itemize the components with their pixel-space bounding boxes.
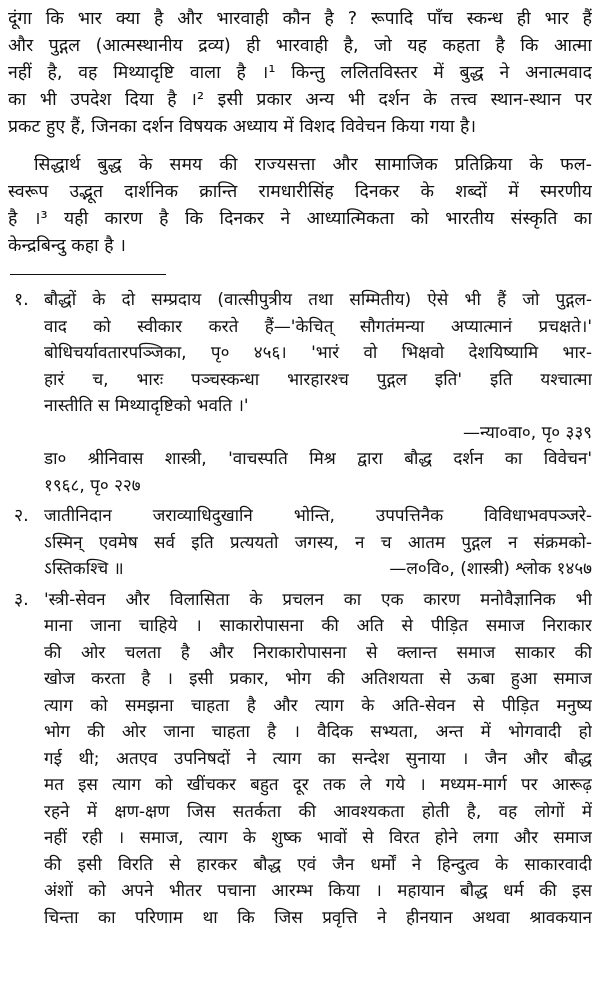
- footnote-number: १.: [14, 290, 29, 310]
- footnote-line: वाद को स्वीकार करते हैं—'केचित् सौगतंमन्या अप्यात्मानं प्रचक्षते।': [44, 316, 592, 337]
- footnote-1: [8, 287, 592, 499]
- footnote-line: रहने में क्षण-क्षण जिस सतर्कता की आवश्यकता होती है, वह लोगों में: [44, 801, 592, 822]
- footnote-line: खोज करता है । इसी प्रकार, भोग की अतिशयता से ऊबा हुआ समाज: [44, 669, 592, 689]
- footnote-number: ३.: [14, 589, 29, 610]
- footnote-line: हारं च, भारः पञ्चस्कन्धा भारहारश्च पुद्गल इति' इति यश्चात्मा: [44, 369, 592, 390]
- footnote-line: नहीं रही । समाज, त्याग के शुष्क भावों से विरत होने लगा और समाज: [44, 828, 592, 848]
- footnote-line: 'स्त्री-सेवन और विलासिता के प्रचलन का एक कारण मनोवैज्ञानिक भी: [44, 589, 592, 610]
- footnote-line: ऽस्तिकश्चि ॥: [44, 559, 124, 579]
- footnote-3: [8, 587, 592, 932]
- footnote-divider: [10, 274, 166, 275]
- footnote-line: डा० श्रीनिवास शास्त्री, 'वाचस्पति मिश्र द्वारा बौद्ध दर्शन का विवेचन': [44, 449, 592, 469]
- footnote-citation: —ल०वि०, (शास्त्री) श्लोक १४५७: [389, 559, 592, 579]
- footnote-line: माना जाना चाहिये । साकारोपासना की अति से पीड़ित समाज निराकार: [44, 616, 592, 636]
- footnote-line: मत इस त्याग को खींचकर बहुत दूर तक ले गये । मध्यम-मार्ग पर आरूढ़: [44, 775, 592, 795]
- footnote-line: अंशों को अपने भीतर पचाना आरम्भ किया । महायान बौद्ध धर्म की इस: [44, 881, 592, 901]
- footnote-line: की ओर चलता है और निराकारोपासना से क्लान्त समाज साकार की: [44, 642, 592, 663]
- footnote-number: २.: [14, 506, 29, 526]
- text-line: और पुद्गल (आत्मस्थानीय द्रव्य) ही भारवाही है, जो यह कहता है कि आत्मा: [8, 36, 592, 56]
- paragraph-2: [8, 152, 592, 260]
- footnote-line: चिन्ता का परिणाम था कि जिस प्रवृत्ति ने हीनयान अथवा श्रावकयान: [44, 907, 592, 928]
- footnote-line: बौद्धों के दो सम्प्रदाय (वात्सीपुत्रीय तथा सम्मितीय) ऐसे भी हैं जो पुद्गल-: [44, 290, 592, 310]
- footnote-line: १९६८, पृ० २२७: [44, 475, 141, 496]
- footnote-line: भोग की ओर जाना चाहता है । वैदिक सभ्यता, अन्त में भोगवादी हो: [44, 722, 592, 742]
- text-line: नहीं है, वह मिथ्यादृष्टि वाला है ।¹ किन्तु ललितविस्तर में बुद्ध ने अनात्मवाद: [8, 63, 592, 83]
- footnote-line: गई थी; अतएव उपनिषदों ने त्याग का सन्देश सुनाया । जैन और बौद्ध: [44, 748, 592, 769]
- footnote-line: नास्तीति स मिथ्यादृष्टिको भवति ।': [44, 396, 249, 416]
- footnote-line: ऽस्मिन् एवमेष सर्व इति प्रत्ययतो जगस्य, न च आतम पुद्गल न संक्रमको-: [44, 532, 592, 553]
- text-line: है ।³ यही कारण है कि दिनकर ने आध्यात्मिकता को भारतीय संस्कृति का: [8, 209, 592, 229]
- paragraph-1: [8, 6, 592, 141]
- footnote-citation: —न्या०वा०, पृ० ३३९: [462, 422, 592, 443]
- text-line: का भी उपदेश दिया है ।² इसी प्रकार अन्य भी दर्शन के तत्त्व स्थान-स्थान पर: [8, 90, 592, 110]
- footnote-2: [8, 503, 592, 583]
- footnote-line: की इसी विरति से हारकर बौद्ध एवं जैन धर्मों ने हिन्दुत्व के साकारवादी: [44, 854, 592, 875]
- footnote-line: बोधिचर्यावतारपञ्जिका, पृ० ४५६। 'भारं वो भिक्षवो देशयिष्यामि भार-: [44, 343, 592, 363]
- text-line: केन्द्रबिन्दु कहा है ।: [8, 236, 126, 256]
- text-line: प्रकट हुए हैं, जिनका दर्शन विषयक अध्याय में विशद विवेचन किया गया है।: [8, 117, 477, 137]
- text-line: सिद्धार्थ बुद्ध के समय की राज्यसत्ता और सामाजिक प्रतिक्रिया के फल-: [34, 155, 592, 175]
- text-line: स्वरूप उद्भूत दार्शनिक क्रान्ति रामधारीसिंह दिनकर के शब्दों में स्मरणीय: [8, 182, 592, 202]
- footnote-line: त्याग को समझना चाहता है और त्याग के अति-सेवन से पीड़ित मनुष्य: [44, 695, 592, 716]
- text-line: दूंगा कि भार क्या है और भारवाही कौन है ? रूपादि पाँच स्कन्ध ही भार हैं: [8, 9, 592, 29]
- footnote-line: जातीनिदान जराव्याधिदुखानि भोन्ति, उपपत्तिनैक विविधाभवपञ्जरे-: [44, 506, 592, 526]
